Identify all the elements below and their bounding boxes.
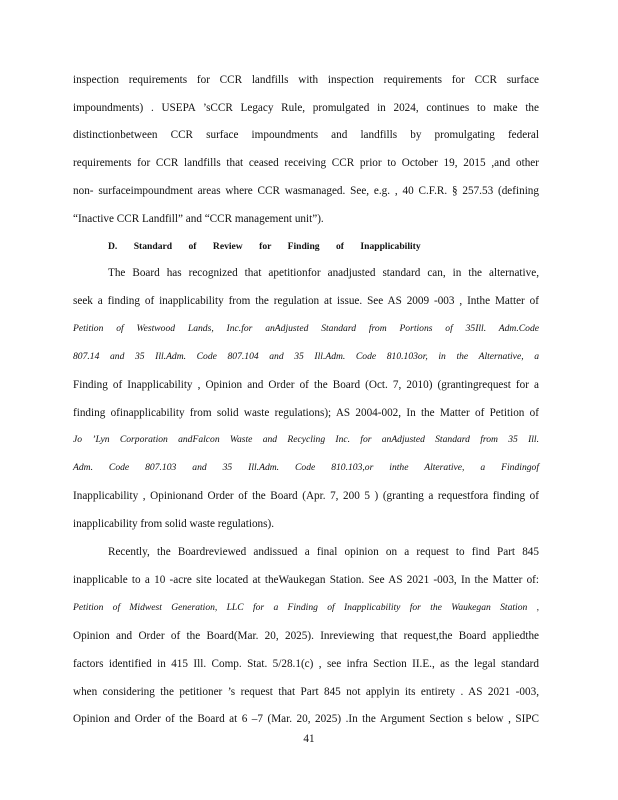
body-line: impoundments) . USEPA ’sCCR Legacy Rule, promulgated in 2024, continues to make the xyxy=(73,102,539,114)
body-line: Recently, the Boardreviewed andissued a final opinion on a request to find Part 845 xyxy=(108,546,539,558)
body-line: Opinion and Order of the Board(Mar. 20, 2025). Inreviewing that request,the Board appliedthe xyxy=(73,630,539,642)
body-line: when considering the petitioner ’s request that Part 845 not applyin its entirety . AS 2021 -003, xyxy=(73,686,539,698)
body-line: factors identified in 415 Ill. Comp. Stat. 5/28.1(c) , see infra Section II.E., as the legal standard xyxy=(73,658,539,670)
body-line: inapplicable to a 10 -acre site located at theWaukegan Station. See AS 2021 -003, In the Matter of: xyxy=(73,574,539,586)
body-line: Inapplicability , Opinionand Order of the Board (Apr. 7, 200 5 ) (granting a requestfora finding of xyxy=(73,490,539,502)
body-line: The Board has recognized that apetitionfor anadjusted standard can, in the alternative, xyxy=(108,267,539,279)
citation-line: Petition of Westwood Lands, Inc.for anAdjusted Standard from Portions of 35Ill. Adm.Code xyxy=(73,323,539,334)
body-line: requirements for CCR landfills that ceased receiving CCR prior to October 19, 2015 ,and other xyxy=(73,157,539,169)
body-line: seek a finding of inapplicability from the regulation at issue. See AS 2009 -003 , Inthe Matter of xyxy=(73,295,539,307)
body-line: non- surfaceimpoundment areas where CCR wasmanaged. See, e.g. , 40 C.F.R. § 257.53 (defining xyxy=(73,185,539,197)
citation-line: 807.14 and 35 Ill.Adm. Code 807.104 and 35 Ill.Adm. Code 810.103or, in the Alternative, a xyxy=(73,351,539,362)
citation-line: Petition of Midwest Generation, LLC for a Finding of Inapplicability for the Waukegan Station , xyxy=(73,602,539,613)
citation-line: Jo ’Lyn Corporation andFalcon Waste and Recycling Inc. for anAdjusted Standard from 35 Ill. xyxy=(73,434,539,445)
body-line: inapplicability from solid waste regulations). xyxy=(73,518,275,530)
body-line: Opinion and Order of the Board at 6 –7 (Mar. 20, 2025) .In the Argument Section s below , SIPC xyxy=(73,713,539,725)
body-line: finding ofinapplicability from solid waste regulations); AS 2004-002, In the Matter of Petition of xyxy=(73,407,539,419)
body-line: inspection requirements for CCR landfills with inspection requirements for CCR surface xyxy=(73,74,539,86)
body-line: distinctionbetween CCR surface impoundments and landfills by promulgating federal xyxy=(73,129,539,141)
page-number: 41 xyxy=(303,733,315,745)
section-heading: D. Standard of Review for Finding of Inapplicability xyxy=(108,241,421,252)
body-line: “Inactive CCR Landfill” and “CCR management unit”). xyxy=(73,213,324,225)
body-line: Finding of Inapplicability , Opinion and Order of the Board (Oct. 7, 2010) (grantingrequest for a xyxy=(73,379,539,391)
citation-line: Adm. Code 807.103 and 35 Ill.Adm. Code 810.103,or inthe Alterative, a Findingof xyxy=(73,462,539,473)
